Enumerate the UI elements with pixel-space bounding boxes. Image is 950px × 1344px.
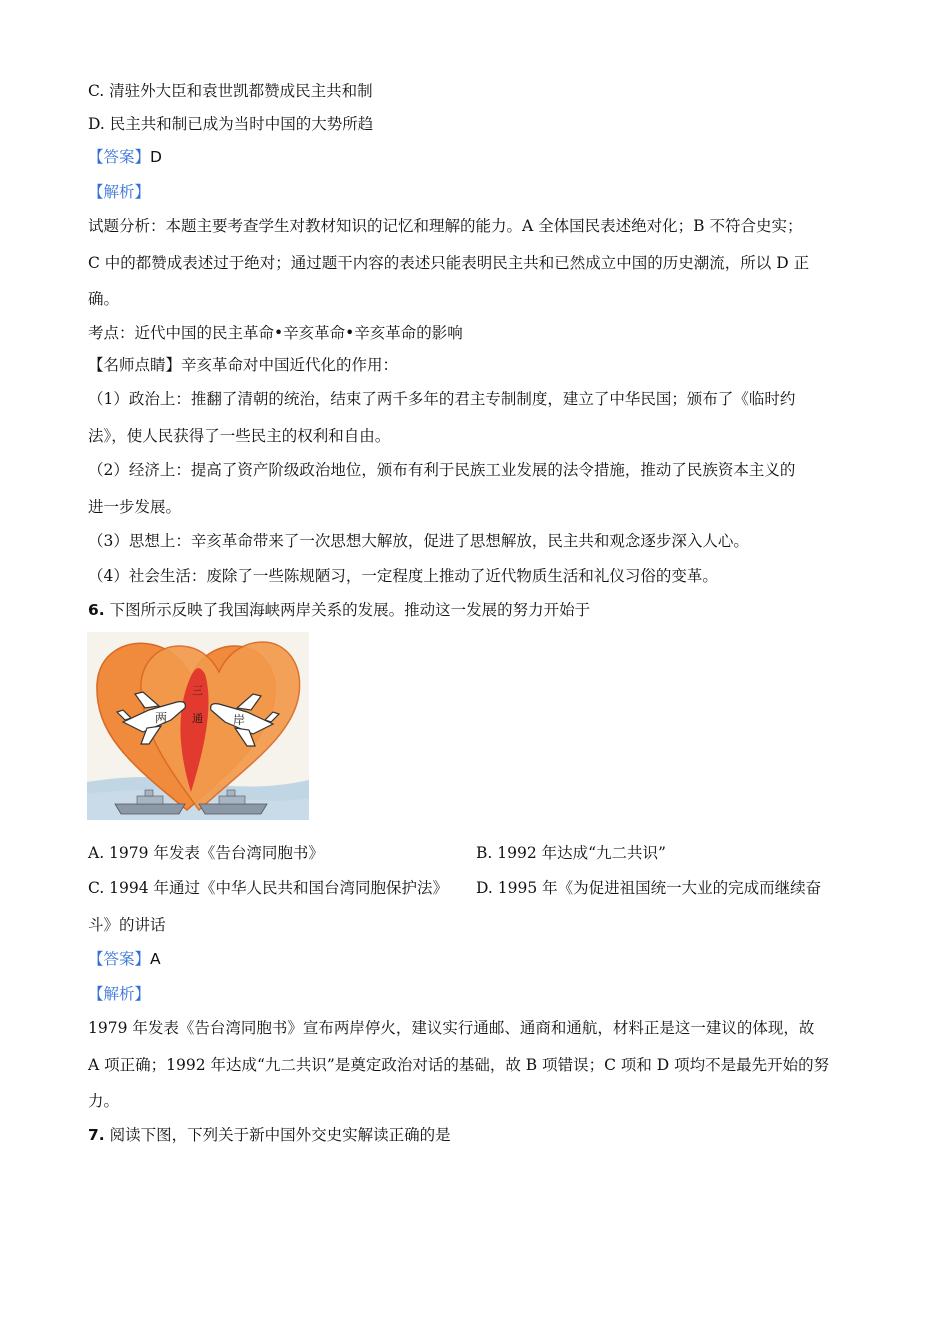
q7-stem-text: 阅读下图，下列关于新中国外交史实解读正确的是 xyxy=(109,1126,451,1144)
answer-value: A xyxy=(150,950,161,968)
center-char-bottom: 通 xyxy=(192,712,203,725)
q7-number: 7. xyxy=(88,1126,105,1144)
q5-answer xyxy=(88,146,162,168)
q6-analysis-tag: 【解析】 xyxy=(88,985,151,1003)
answer-tag: 【答案】 xyxy=(88,148,151,166)
q6-option-b: B. 1992 年达成“九二共识” xyxy=(476,844,666,862)
q5-analysis-line: 确。 xyxy=(88,290,120,308)
q5-tip: （1）政治上：推翻了清朝的统治，结束了两千多年的君主专制制度，建立了中华民国；颁布了《临时约 xyxy=(88,390,796,408)
cross-strait-illustration xyxy=(87,632,309,820)
q6-option-d: D. 1995 年《为促进祖国统一大业的完成而继续奋 xyxy=(476,879,822,897)
q6-number: 6. xyxy=(88,601,105,619)
center-char-top: 三 xyxy=(192,684,203,697)
q6-stem xyxy=(88,599,590,621)
q5-option-d: D. 民主共和制已成为当时中国的大势所趋 xyxy=(88,115,374,133)
q5-kaodian: 考点：近代中国的民主革命•辛亥革命•辛亥革命的影响 xyxy=(88,324,463,342)
q5-tip: （2）经济上：提高了资产阶级政治地位，颁布有利于民族工业发展的法令措施，推动了民族资本主义的 xyxy=(88,461,796,479)
q5-analysis-line: 试题分析：本题主要考查学生对教材知识的记忆和理解的能力。A 全体国民表述绝对化；B 不符合史实； xyxy=(88,217,803,235)
q7-stem xyxy=(88,1124,451,1146)
q5-tip: （3）思想上：辛亥革命带来了一次思想大解放，促进了思想解放，民主共和观念逐步深入人心。 xyxy=(88,532,749,550)
q6-analysis-line: A 项正确；1992 年达成“九二共识”是奠定政治对话的基础，故 B 项错误；C 项和 D 项均不是最先开始的努 xyxy=(88,1056,830,1074)
left-plane-label: 两 xyxy=(155,711,168,725)
q5-tip: （4）社会生活：废除了一些陈规陋习，一定程度上推动了近代物质生活和礼仪习俗的变革。 xyxy=(88,567,718,585)
q5-tip: 进一步发展。 xyxy=(88,498,182,516)
right-plane-label: 岸 xyxy=(233,713,246,727)
q6-option-d-continued: 斗》的讲话 xyxy=(88,916,166,934)
q6-option-c: C. 1994 年通过《中华人民共和国台湾同胞保护法》 xyxy=(88,879,449,897)
q5-tip-title: 【名师点睛】辛亥革命对中国近代化的作用： xyxy=(88,356,399,374)
q5-analysis-tag: 【解析】 xyxy=(88,183,151,201)
q6-analysis-line: 力。 xyxy=(88,1092,120,1110)
q6-stem-text: 下图所示反映了我国海峡两岸关系的发展。推动这一发展的努力开始于 xyxy=(109,601,591,619)
q6-analysis-line: 1979 年发表《告台湾同胞书》宣布两岸停火，建议实行通邮、通商和通航，材料正是这一建议的体现，故 xyxy=(88,1019,815,1037)
answer-tag: 【答案】 xyxy=(88,950,151,968)
q5-tip: 法》，使人民获得了一些民主的权利和自由。 xyxy=(88,427,391,445)
q5-option-c: C. 清驻外大臣和袁世凯都赞成民主共和制 xyxy=(88,82,373,100)
q6-option-a: A. 1979 年发表《告台湾同胞书》 xyxy=(88,844,324,862)
q6-answer xyxy=(88,948,161,970)
q5-analysis-line: C 中的都赞成表述过于绝对；通过题干内容的表述只能表明民主共和已然成立中国的历史潮流，所以 D 正 xyxy=(88,254,810,272)
answer-value: D xyxy=(150,148,162,166)
